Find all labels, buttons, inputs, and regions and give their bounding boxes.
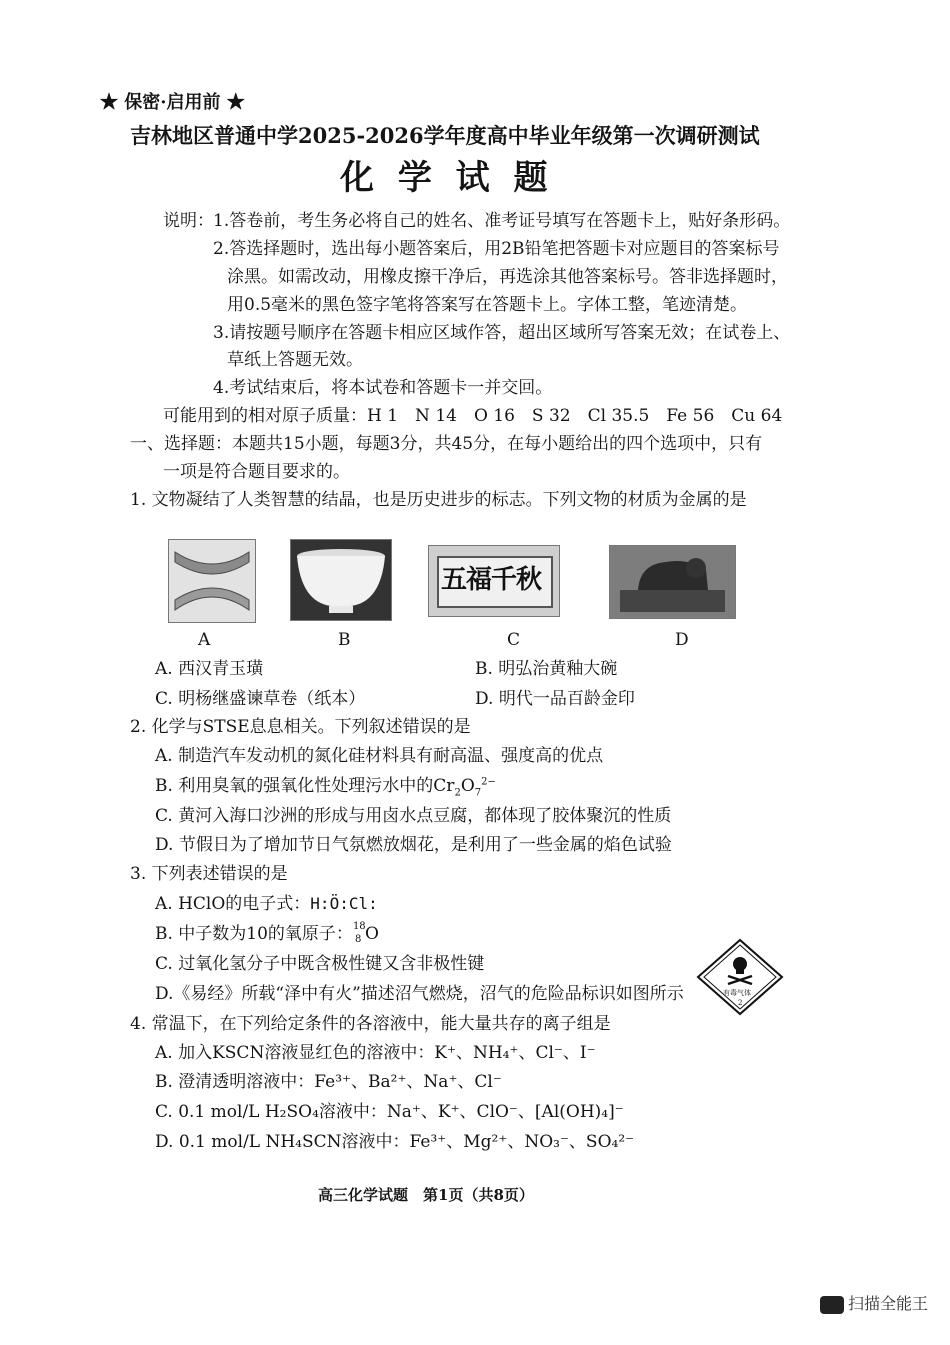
q1-option-b: B. 明弘治黄釉大碗	[475, 659, 618, 679]
instruction-2-cont: 涂黑。如需改动，用橡皮擦干净后，再选涂其他答案标号。答非选择题时，	[227, 267, 788, 287]
q4-option-c: C. 0.1 mol/L H₂SO₄溶液中：Na⁺、K⁺、ClO⁻、[Al(OH)₄]⁻	[155, 1102, 624, 1122]
scanner-watermark	[820, 1292, 950, 1345]
exam-title: 吉林地区普通中学2025-2026学年度高中毕业年级第一次调研测试	[130, 123, 760, 148]
page-title: 化 学 试 题	[340, 158, 554, 198]
q3-hclo-formula: H:Ö:Cl:	[310, 894, 378, 913]
q4-option-b: B. 澄清透明溶液中：Fe³⁺、Ba²⁺、Na⁺、Cl⁻	[155, 1072, 502, 1092]
q1-image-label-b: B	[338, 630, 351, 650]
q2-option-d: D. 节假日为了增加节日气氛燃放烟花，是利用了一些金属的焰色试验	[155, 835, 672, 855]
q2-option-c: C. 黄河入海口沙洲的形成与用卤水点豆腐，都体现了胶体聚沉的性质	[155, 806, 672, 826]
instruction-3-cont: 草纸上答题无效。	[227, 350, 363, 370]
q3-stem: 3. 下列表述错误的是	[130, 864, 288, 884]
plaque-text: 五福千秋	[441, 565, 542, 595]
q1-image-d-seal	[609, 545, 736, 619]
scanner-watermark-text: 扫描全能王	[848, 1294, 929, 1313]
section-heading: 一、选择题：本题共15小题，每题3分，共45分，在每小题给出的四个选项中，只有	[130, 434, 763, 454]
scanner-logo-icon	[820, 1296, 844, 1314]
page-footer: 高三化学试题 第1页（共8页）	[318, 1186, 534, 1204]
sign-label: 有毒气体	[723, 989, 751, 997]
q3-option-d: D.《易经》所载“泽中有火”描述沼气燃烧，沼气的危险品标识如图所示	[155, 984, 684, 1004]
instruction-2-cont2: 用0.5毫米的黑色签字笔将答案写在答题卡上。字体工整，笔迹清楚。	[227, 295, 748, 315]
q2-option-a: A. 制造汽车发动机的氮化硅材料具有耐高温、强度高的优点	[155, 746, 604, 766]
q3-option-b	[155, 923, 379, 945]
q3-option-a	[155, 893, 378, 915]
q3-atomic-number: 8	[354, 934, 362, 945]
instructions-lead: 说明：	[163, 211, 214, 231]
q4-option-d: D. 0.1 mol/L NH₄SCN溶液中：Fe³⁺、Mg²⁺、NO₃⁻、SO₄²⁻	[155, 1132, 635, 1152]
q1-stem: 1. 文物凝结了人类智慧的结晶，也是历史进步的标志。下列文物的材质为金属的是	[130, 490, 747, 510]
q2-option-b-o: O	[460, 776, 475, 796]
q1-image-label-d: D	[675, 630, 689, 650]
q3-option-b-text: B. 中子数为10的氧原子：	[155, 924, 353, 944]
q3-mass-number: 18	[352, 921, 366, 932]
q1-option-a: A. 西汉青玉璜	[155, 659, 264, 679]
jade-huang-icon	[169, 540, 255, 622]
bowl-icon	[291, 540, 391, 620]
q1-option-d: D. 明代一品百龄金印	[475, 689, 635, 709]
q3-nuclide-symbol: O	[364, 924, 379, 944]
q2-option-b-charge: 2−	[481, 776, 496, 788]
instruction-3: 3.请按题号顺序在答题卡相应区域作答，超出区域所写答案无效；在试卷上、	[213, 323, 791, 343]
atomic-masses: 可能用到的相对原子质量：H 1 N 14 O 16 S 32 Cl 35.5 Fe 56 Cu 64	[163, 406, 783, 426]
gold-seal-icon	[610, 546, 735, 618]
q1-image-label-c: C	[507, 630, 521, 650]
confidential-label: ★ 保密·启用前 ★	[100, 92, 245, 113]
q1-image-c-scroll	[428, 545, 560, 617]
q3-option-c: C. 过氧化氢分子中既含极性键又含非极性键	[155, 954, 485, 974]
q2-option-b-text: B. 利用臭氧的强氧化性处理污水中的Cr	[155, 776, 455, 796]
q2-option-b	[155, 775, 496, 797]
q2-stem: 2. 化学与STSE息息相关。下列叙述错误的是	[130, 717, 471, 737]
q1-option-c: C. 明杨继盛谏草卷（纸本）	[155, 689, 366, 709]
q4-stem: 4. 常温下，在下列给定条件的各溶液中，能大量共存的离子组是	[130, 1014, 611, 1034]
q2-option-b-sub2: 7	[474, 787, 482, 799]
q1-image-label-a: A	[198, 630, 211, 650]
sign-class-number: 2	[738, 999, 743, 1007]
instruction-4: 4.考试结束后，将本试卷和答题卡一并交回。	[213, 378, 553, 398]
instruction-1: 1.答卷前，考生务必将自己的姓名、准考证号填写在答题卡上，贴好条形码。	[213, 211, 791, 231]
q4-option-a: A. 加入KSCN溶液显红色的溶液中：K⁺、NH₄⁺、Cl⁻、I⁻	[155, 1043, 596, 1063]
q3-option-a-text: A. HClO的电子式：	[155, 894, 311, 914]
q1-image-b-bowl	[290, 539, 392, 621]
toxic-gas-sign	[696, 938, 784, 1016]
q2-option-b-sub1: 2	[454, 787, 461, 799]
q1-image-a-jade	[168, 539, 256, 623]
instruction-2: 2.答选择题时，选出每小题答案后，用2B铅笔把答题卡对应题目的答案标号	[213, 239, 780, 259]
section-heading-cont: 一项是符合题目要求的。	[163, 462, 350, 482]
q3-nuclide-prefix	[353, 923, 365, 945]
